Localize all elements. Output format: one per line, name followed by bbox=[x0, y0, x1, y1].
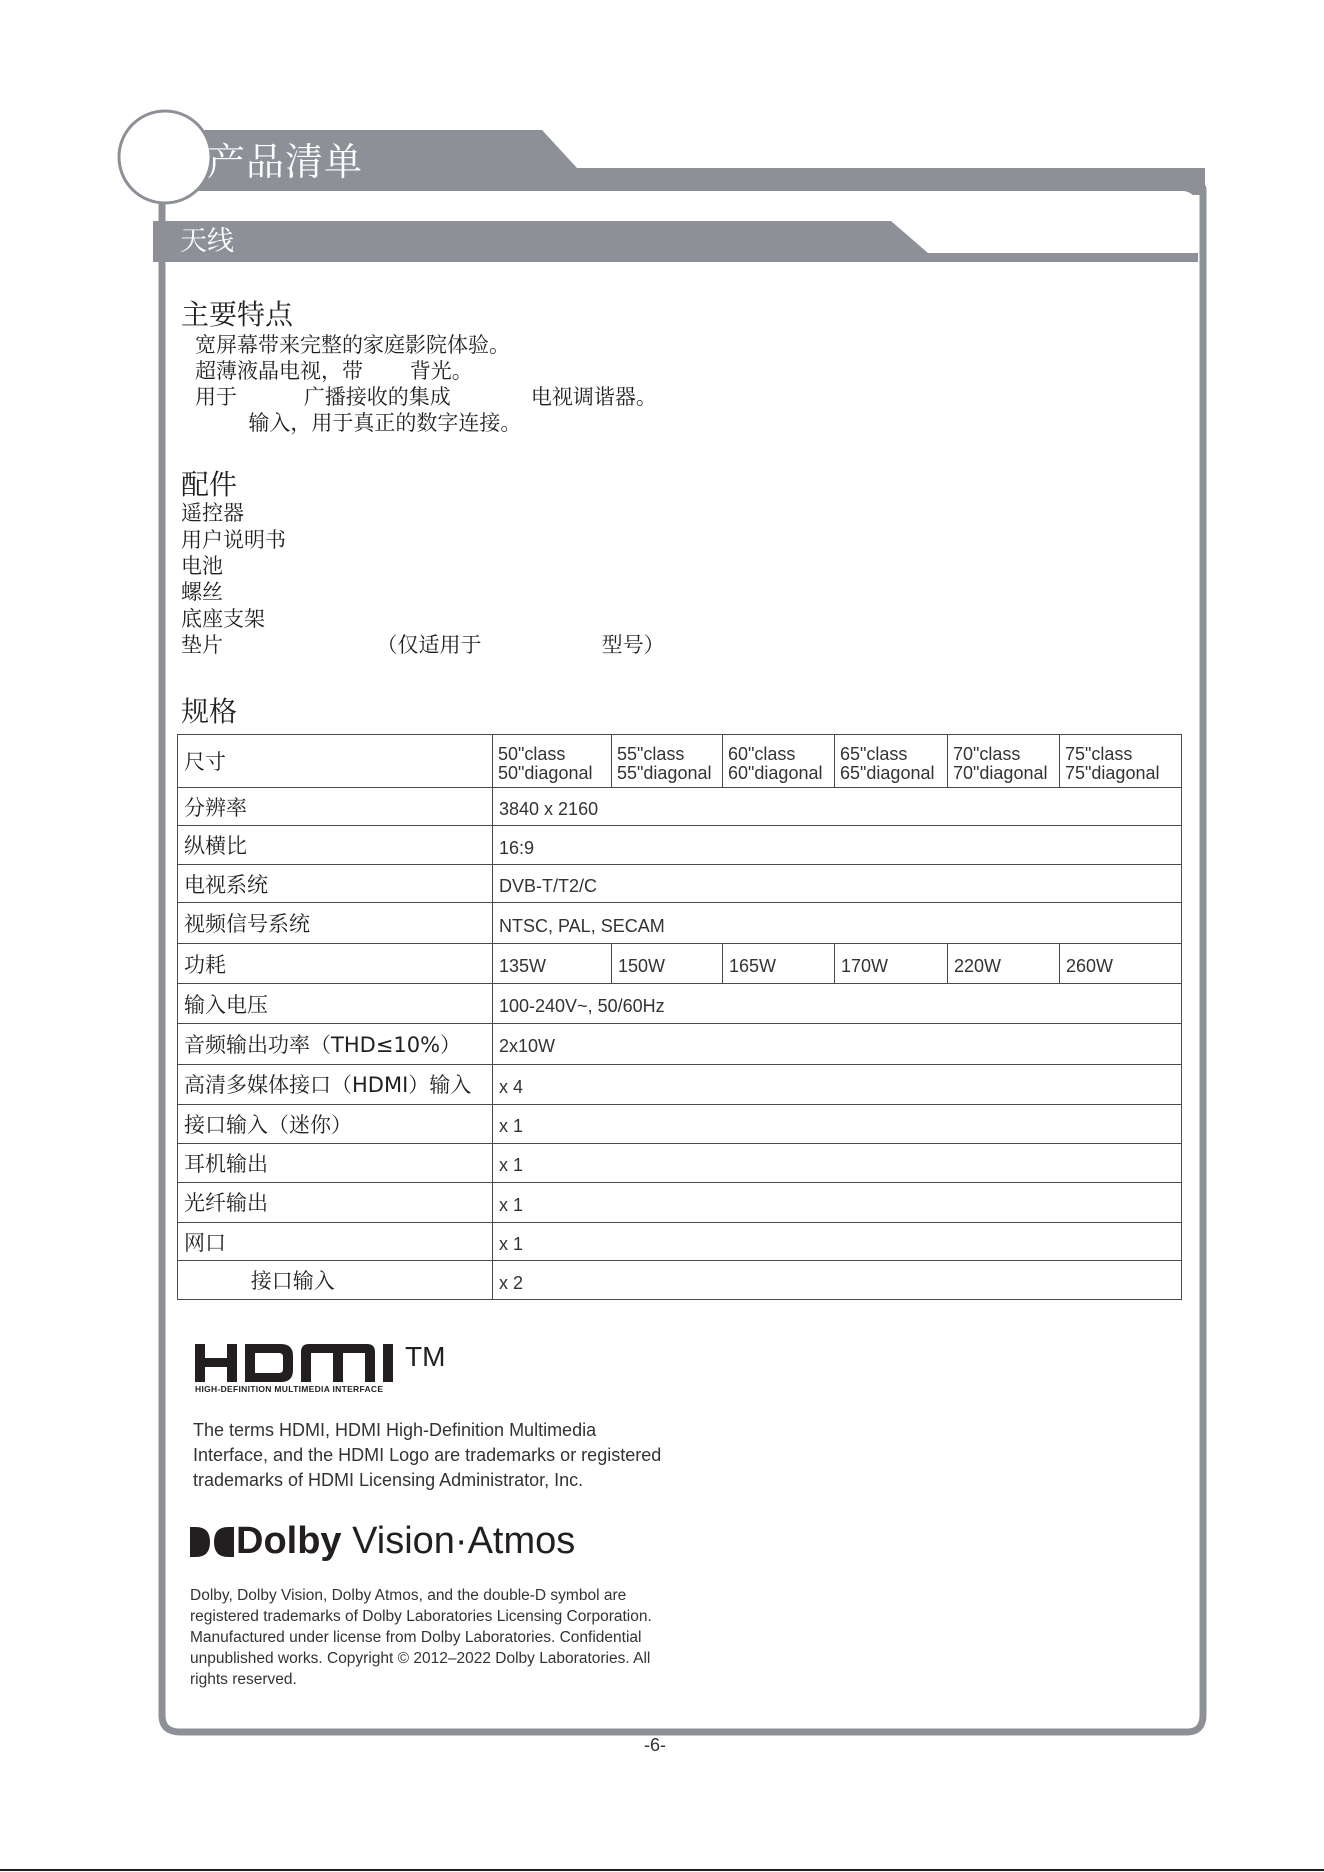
hdmi-trademark-note: The terms HDMI, HDMI High-Definition Multimedia Interface, and the HDMI Logo are trademarks or registered trademarks of HDMI Licensing Administrator, Inc. bbox=[193, 1420, 662, 1490]
accessory-item: 用户说明书 bbox=[181, 528, 286, 552]
power-value: 260W bbox=[1060, 943, 1182, 984]
spec-label: 音频输出功率（THD≤10%） bbox=[178, 1024, 493, 1065]
spec-label: 纵横比 bbox=[178, 826, 493, 865]
dolby-trademark-note: Dolby, Dolby Vision, Dolby Atmos, and the double-D symbol are registered trademarks of Dolby Laboratories Licensing Corporation. Manufactured under license from Dolby Laboratories. Confidential unpublished works. Copyright © 2012–2022 Dolby Laboratories. All rights reserved. bbox=[190, 1587, 652, 1688]
size-cell: 50"class 50"diagonal bbox=[493, 735, 612, 788]
spec-label: 输入电压 bbox=[178, 984, 493, 1024]
table-row bbox=[178, 984, 1182, 1024]
size-cell: 65"class 65"diagonal bbox=[835, 735, 948, 788]
spec-label: 光纤输出 bbox=[178, 1183, 493, 1223]
spec-value: DVB-T/T2/C bbox=[493, 864, 1182, 903]
specs-heading: 规格 bbox=[181, 695, 238, 728]
subheader-band bbox=[153, 221, 1198, 262]
accessory-item: 底座支架 bbox=[181, 607, 265, 631]
dolby-double-d-icon bbox=[190, 1527, 234, 1557]
spec-value: NTSC, PAL, SECAM bbox=[493, 903, 1182, 944]
table-row bbox=[178, 1183, 1182, 1223]
page-number: -6- bbox=[644, 1735, 666, 1755]
spec-value: 2x10W bbox=[493, 1024, 1182, 1065]
spec-value: x 4 bbox=[493, 1064, 1182, 1105]
accessory-item: 遥控器 bbox=[181, 501, 244, 525]
feature-line: 用于 广播接收的集成 电视调谐器。 bbox=[195, 385, 657, 409]
hdmi-logo bbox=[195, 1344, 400, 1382]
hdmi-tagline: HIGH-DEFINITION MULTIMEDIA INTERFACE bbox=[195, 1384, 384, 1394]
table-row bbox=[178, 1064, 1182, 1105]
spec-value: x 2 bbox=[493, 1261, 1182, 1300]
size-cell: 55"class 55"diagonal bbox=[612, 735, 723, 788]
table-row bbox=[178, 1261, 1182, 1300]
spec-label: 网口 bbox=[178, 1222, 493, 1261]
size-cell: 60"class 60"diagonal bbox=[723, 735, 835, 788]
table-row bbox=[178, 1105, 1182, 1144]
spec-label: 功耗 bbox=[178, 943, 493, 984]
table-row bbox=[178, 903, 1182, 944]
accessory-item: 垫片 （仅适用于 型号） bbox=[181, 633, 665, 657]
power-value: 135W bbox=[493, 943, 612, 984]
table-row bbox=[178, 826, 1182, 865]
spec-value: 3840 x 2160 bbox=[493, 787, 1182, 826]
accessory-item: 电池 bbox=[181, 554, 223, 578]
power-value: 220W bbox=[948, 943, 1060, 984]
feature-line: 超薄液晶电视，带 背光。 bbox=[195, 359, 473, 383]
spec-value: 16:9 bbox=[493, 826, 1182, 865]
size-cell: 75"class 75"diagonal bbox=[1060, 735, 1182, 788]
spec-value: x 1 bbox=[493, 1222, 1182, 1261]
spec-label: 接口输入 bbox=[178, 1261, 493, 1300]
table-row bbox=[178, 864, 1182, 903]
power-value: 170W bbox=[835, 943, 948, 984]
size-cell: 70"class 70"diagonal bbox=[948, 735, 1060, 788]
power-value: 150W bbox=[612, 943, 723, 984]
spec-label: 尺寸 bbox=[178, 735, 493, 788]
spec-table bbox=[177, 734, 1182, 1300]
accessory-item: 螺丝 bbox=[181, 580, 223, 604]
spec-value: 100-240V~, 50/60Hz bbox=[493, 984, 1182, 1024]
table-row bbox=[178, 1222, 1182, 1261]
spec-label: 分辨率 bbox=[178, 787, 493, 826]
feature-line: 输入，用于真正的数字连接。 bbox=[195, 411, 522, 435]
table-row bbox=[178, 735, 1182, 788]
spec-label: 电视系统 bbox=[178, 864, 493, 903]
feature-line: 宽屏幕带来完整的家庭影院体验。 bbox=[195, 333, 510, 357]
table-row bbox=[178, 1024, 1182, 1065]
table-row bbox=[178, 1143, 1182, 1183]
spec-label: 视频信号系统 bbox=[178, 903, 493, 944]
table-row bbox=[178, 943, 1182, 984]
spec-value: x 1 bbox=[493, 1183, 1182, 1223]
power-value: 165W bbox=[723, 943, 835, 984]
spec-label: 接口输入（迷你） bbox=[178, 1105, 493, 1144]
spec-value: x 1 bbox=[493, 1143, 1182, 1183]
page-title: 产品清单 bbox=[207, 140, 364, 184]
spec-value: x 1 bbox=[493, 1105, 1182, 1144]
dolby-logo-text: Dolby Vision·Atmos bbox=[236, 1520, 576, 1562]
table-row bbox=[178, 787, 1182, 826]
section-badge bbox=[119, 111, 211, 203]
section-subtitle: 天线 bbox=[180, 226, 234, 257]
spec-label: 耳机输出 bbox=[178, 1143, 493, 1183]
features-heading: 主要特点 bbox=[181, 298, 294, 331]
hdmi-tm: TM bbox=[405, 1341, 446, 1372]
accessories-heading: 配件 bbox=[181, 468, 238, 501]
spec-label: 高清多媒体接口（HDMI）输入 bbox=[178, 1064, 493, 1105]
